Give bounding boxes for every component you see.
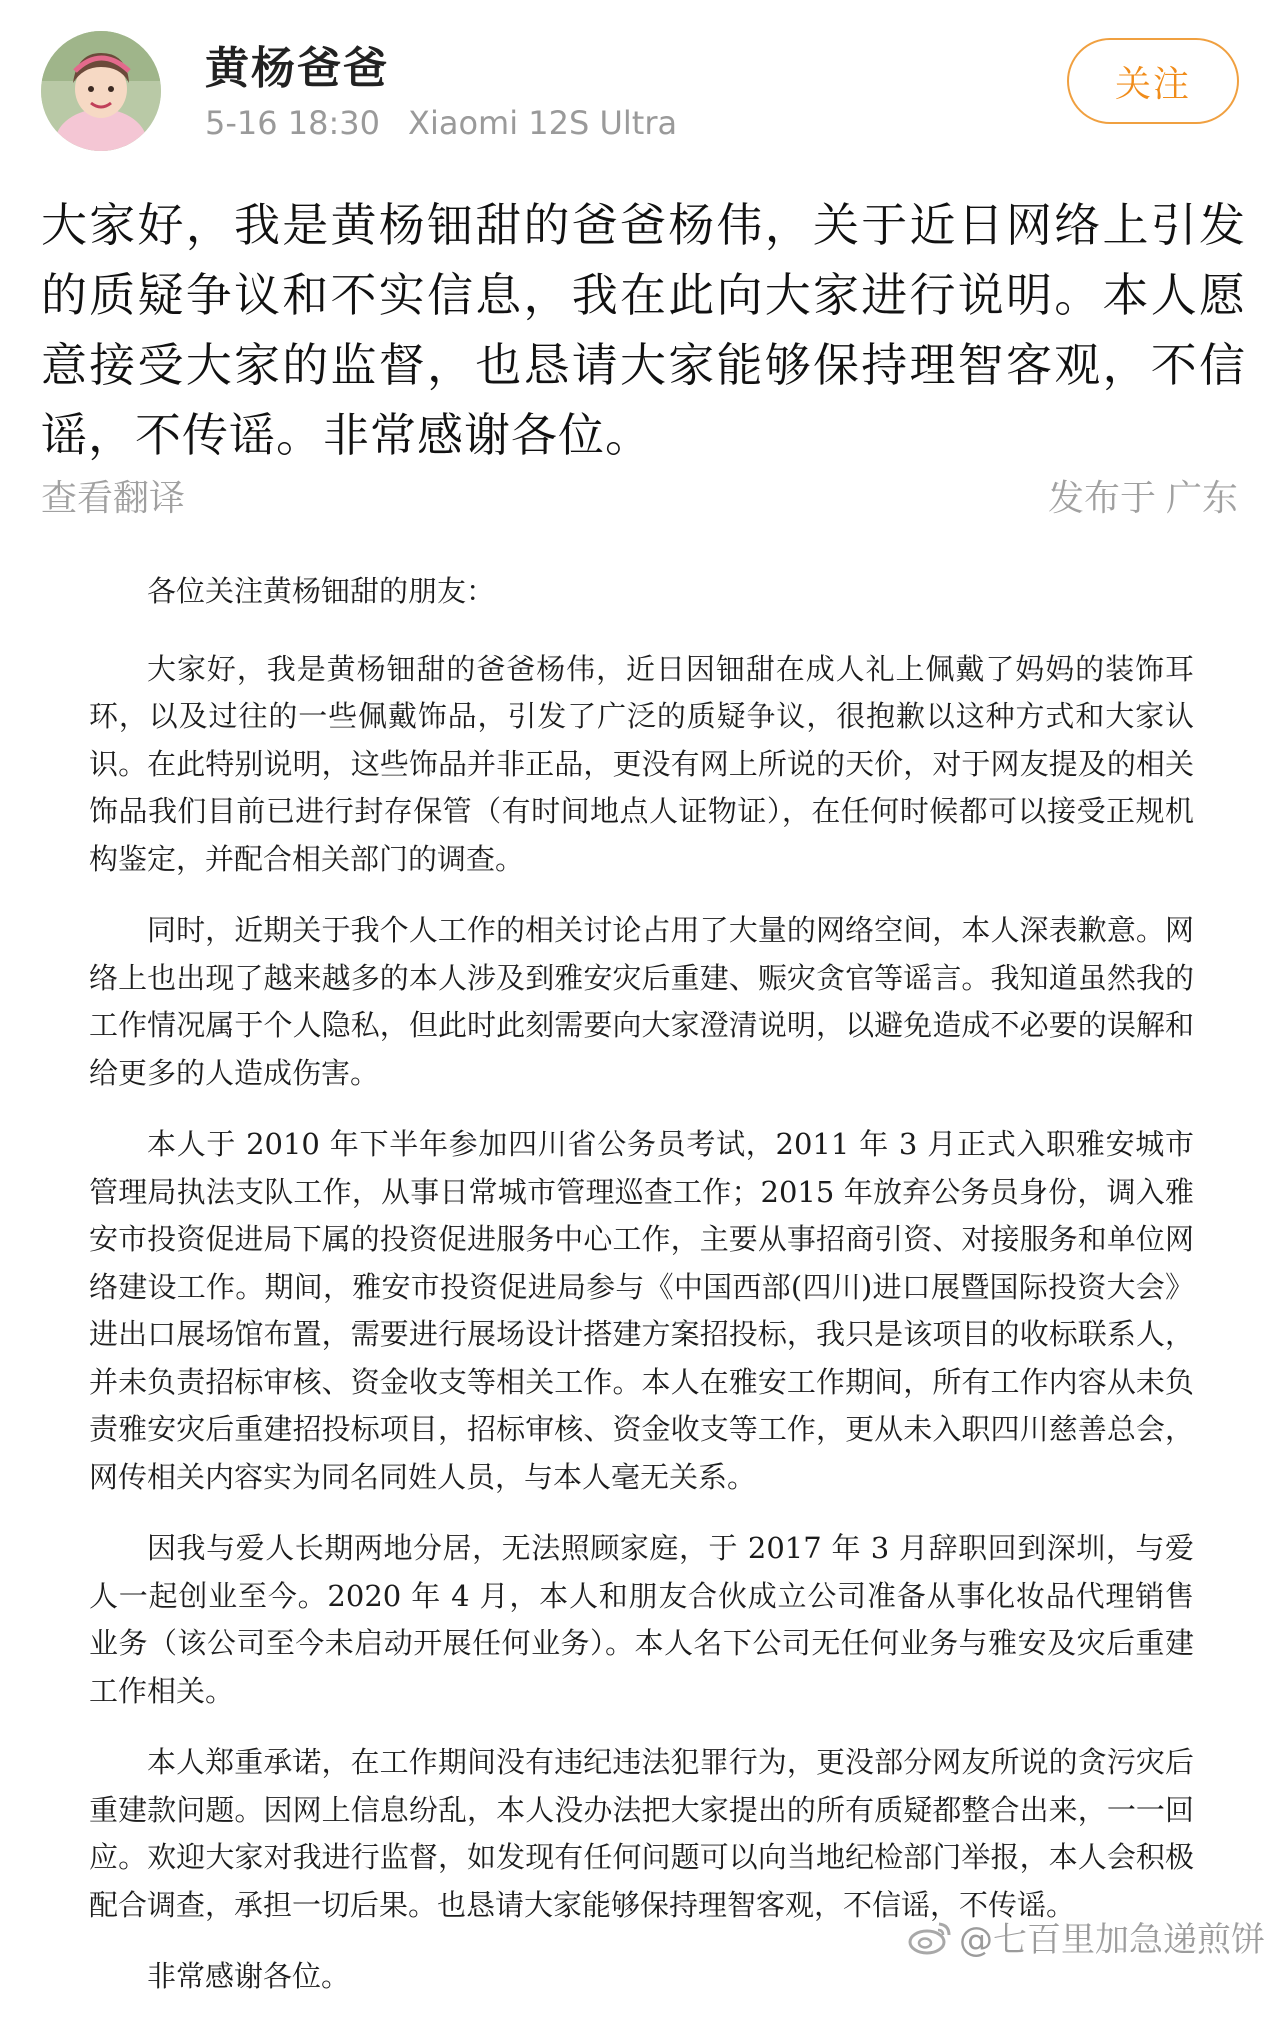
- username[interactable]: 黄杨爸爸: [205, 43, 389, 94]
- location-value: 广东: [1165, 478, 1238, 519]
- watermark: [907, 1912, 1265, 1961]
- post-time: 5-16 18:30: [205, 104, 381, 142]
- letter-closing: 非常感谢各位。: [147, 1959, 351, 1993]
- avatar-image: [41, 31, 161, 151]
- watermark-text: @七百里加急递煎饼: [959, 1920, 1265, 1960]
- letter-greeting: 各位关注黄杨钿甜的朋友：: [147, 574, 496, 608]
- post-meta: [205, 104, 677, 142]
- translate-link[interactable]: 查看翻译: [41, 478, 186, 519]
- post-text: 大家好，我是黄杨钿甜的爸爸杨伟，关于近日网络上引发的质疑争议和不实信息，我在此向大家进行说明。本人愿意接受大家的监督，也恳请大家能够保持理智客观，不信谣，不传谣。非常感谢各位。: [41, 198, 1246, 462]
- post-header: [0, 0, 1283, 170]
- letter-image[interactable]: [0, 548, 1283, 1993]
- letter-body: [89, 568, 1194, 2025]
- follow-button[interactable]: 关注: [1067, 38, 1239, 124]
- letter-paragraph: 本人于 2010 年下半年参加四川省公务员考试，2011 年 3 月正式入职雅安城市管理局执法支队工作，从事日常城市管理巡查工作；2015 年放弃公务员身份，调入雅安市投资促进局下属的投资促进服务中心工作，主要从事招商引资、对接服务和单位网络建设工作。期间，雅安市投资促进局参与《中国西部(四川)进口展暨国际投资大会》进出口展场馆布置，需要进行展场设计搭建方案招投标，我只是该项目的收标联系人，并未负责招标审核、资金收支等相关工作。本人在雅安工作期间，所有工作内容从未负责雅安灾后重建招投标项目，招标审核、资金收支等工作，更从未入职四川慈善总会，网传相关内容实为同名同姓人员，与本人毫无关系。: [89, 1127, 1194, 1494]
- post-location: [1048, 470, 1238, 521]
- letter-paragraph: 大家好，我是黄杨钿甜的爸爸杨伟，近日因钿甜在成人礼上佩戴了妈妈的装饰耳环，以及过往的一些佩戴饰品，引发了广泛的质疑争议，很抱歉以这种方式和大家认识。在此特别说明，这些饰品并非正品，更没有网上所说的天价，对于网友提及的相关饰品我们目前已进行封存保管（有时间地点人证物证），在任何时候都可以接受正规机构鉴定，并配合相关部门的调查。: [89, 651, 1194, 876]
- location-prefix: 发布于: [1047, 478, 1156, 519]
- letter-paragraph: 本人郑重承诺，在工作期间没有违纪违法犯罪行为，更没部分网友所说的贪污灾后重建款问题。因网上信息纷乱，本人没办法把大家提出的所有质疑都整合出来，一一回应。欢迎大家对我进行监督，如发现有任何问题可以向当地纪检部门举报，本人会积极配合调查，承担一切后果。也恳请大家能够保持理智客观，不信谣，不传谣。: [89, 1745, 1194, 1922]
- avatar[interactable]: [41, 31, 161, 151]
- weibo-logo-icon: [907, 1918, 953, 1956]
- post-device: Xiaomi 12S Ultra: [408, 104, 678, 142]
- letter-paragraph: 同时，近期关于我个人工作的相关讨论占用了大量的网络空间，本人深表歉意。网络上也出现了越来越多的本人涉及到雅安灾后重建、赈灾贪官等谣言。我知道虽然我的工作情况属于个人隐私，但此时此刻需要向大家澄清说明，以避免造成不必要的误解和给更多的人造成伤害。: [89, 913, 1194, 1090]
- letter-paragraph: 因我与爱人长期两地分居，无法照顾家庭，于 2017 年 3 月辞职回到深圳，与爱人一起创业至今。2020 年 4 月，本人和朋友合伙成立公司准备从事化妆品代理销售业务（该公司至今未启动开展任何业务）。本人名下公司无任何业务与雅安及灾后重建工作相关。: [89, 1531, 1194, 1708]
